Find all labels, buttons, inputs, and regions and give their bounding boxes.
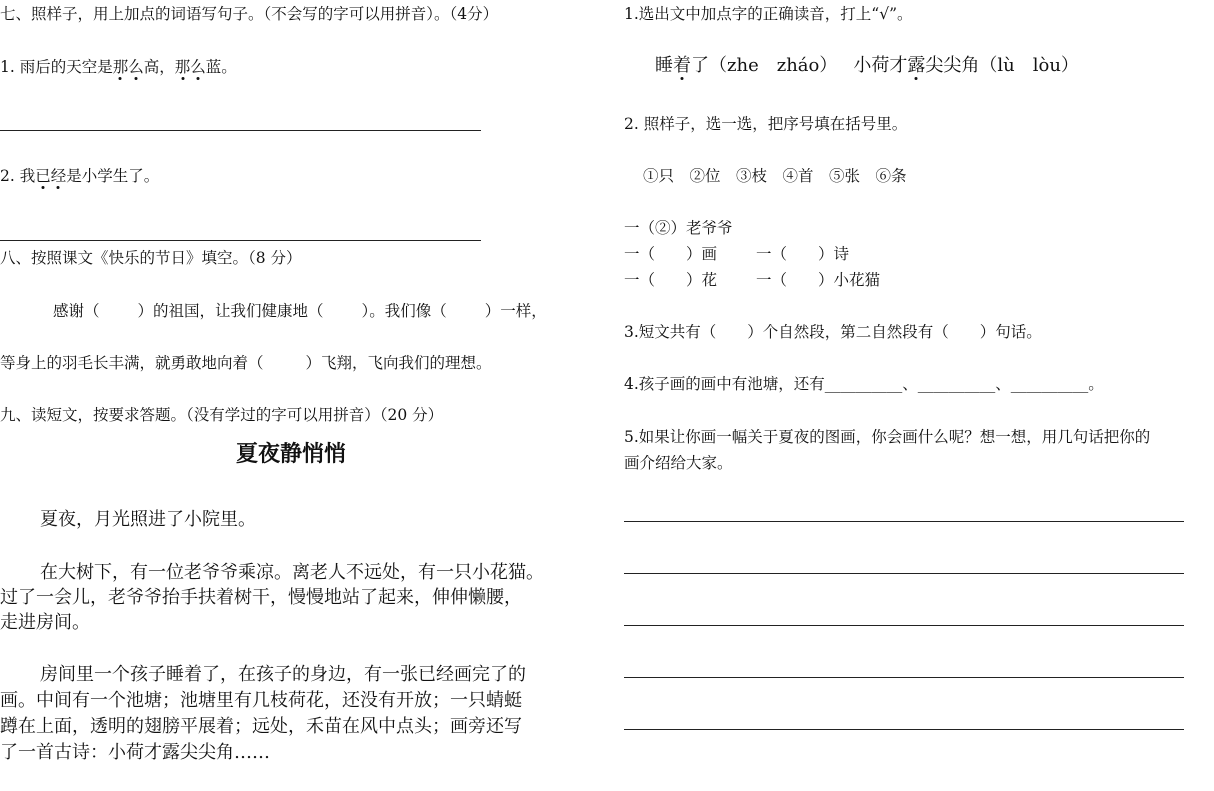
- passage-paragraph-3-line: 了一首古诗：小荷才露尖尖角……: [0, 742, 270, 763]
- r-q5-line: 5.如果让你画一幅关于夏夜的图画，你会画什么呢？想一想，用几句话把你的: [624, 428, 1151, 446]
- q7-heading: 七、照样子，用上加点的词语写句子。（不会写的字可以用拼音）。（4分）: [0, 5, 499, 23]
- passage-paragraph-3-line: 蹲在上面，透明的翅膀平展着；远处，禾苗在风中点头；画旁还写: [0, 716, 522, 737]
- answer-line[interactable]: [624, 573, 1184, 574]
- r-q2-item: 一（ ）画: [624, 245, 718, 263]
- q8-fill-line-1: 感谢（ ）的祖国，让我们健康地（ ）。我们像（ ）一样，: [53, 302, 547, 320]
- answer-line[interactable]: [624, 729, 1184, 730]
- passage-title: 夏夜静悄悄: [236, 441, 347, 467]
- r-q1-choices: 睡着了（zhe zháo） 小荷才露尖尖角（lù lòu）: [655, 55, 1079, 76]
- r-q2-heading: 2. 照样子，选一选，把序号填在括号里。: [624, 115, 908, 133]
- q7-sentence-1: 1. 雨后的天空是那么高，那么蓝。: [0, 58, 237, 76]
- r-q3: 3.短文共有（ ）个自然段，第二自然段有（ ）句话。: [624, 323, 1042, 341]
- q8-heading: 八、按照课文《快乐的节日》填空。（8 分）: [0, 249, 302, 267]
- r-q2-item: 一（ ）小花猫: [756, 271, 881, 289]
- r-q4: 4.孩子画的画中有池塘，还有__________、__________、__________。: [624, 375, 1104, 393]
- answer-line[interactable]: [0, 130, 481, 131]
- q9-heading: 九、读短文，按要求答题。（没有学过的字可以用拼音）（20 分）: [0, 406, 444, 424]
- r-q2-item: 一（ ）花: [624, 271, 718, 289]
- answer-line[interactable]: [624, 677, 1184, 678]
- answer-line[interactable]: [624, 625, 1184, 626]
- r-q2-example: 一（②）老爷爷: [624, 219, 733, 237]
- r-q2-item: 一（ ）诗: [756, 245, 850, 263]
- passage-paragraph-2-line: 走进房间。: [0, 612, 90, 633]
- answer-line[interactable]: [0, 240, 481, 241]
- passage-paragraph-2-line: 过了一会儿，老爷爷抬手扶着树干，慢慢地站了起来，伸伸懒腰，: [0, 587, 522, 608]
- passage-paragraph-3-line: 画。中间有一个池塘；池塘里有几枝荷花，还没有开放；一只蜻蜓: [0, 690, 522, 711]
- passage-paragraph-2-line: 在大树下，有一位老爷爷乘凉。离老人不远处，有一只小花猫。: [40, 562, 544, 583]
- answer-line[interactable]: [624, 521, 1184, 522]
- passage-paragraph-1: 夏夜，月光照进了小院里。: [40, 509, 256, 530]
- r-q5-line: 画介绍给大家。: [624, 454, 733, 472]
- q7-sentence-2: 2. 我已经是小学生了。: [0, 167, 160, 185]
- q8-fill-line-2: 等身上的羽毛长丰满，就勇敢地向着（ ）飞翔，飞向我们的理想。: [0, 354, 492, 372]
- r-q2-options: ①只 ②位 ③枝 ④首 ⑤张 ⑥条: [643, 167, 907, 185]
- r-q1-heading: 1.选出文中加点字的正确读音，打上“√”。: [624, 5, 913, 23]
- passage-paragraph-3-line: 房间里一个孩子睡着了，在孩子的身边，有一张已经画完了的: [40, 664, 526, 685]
